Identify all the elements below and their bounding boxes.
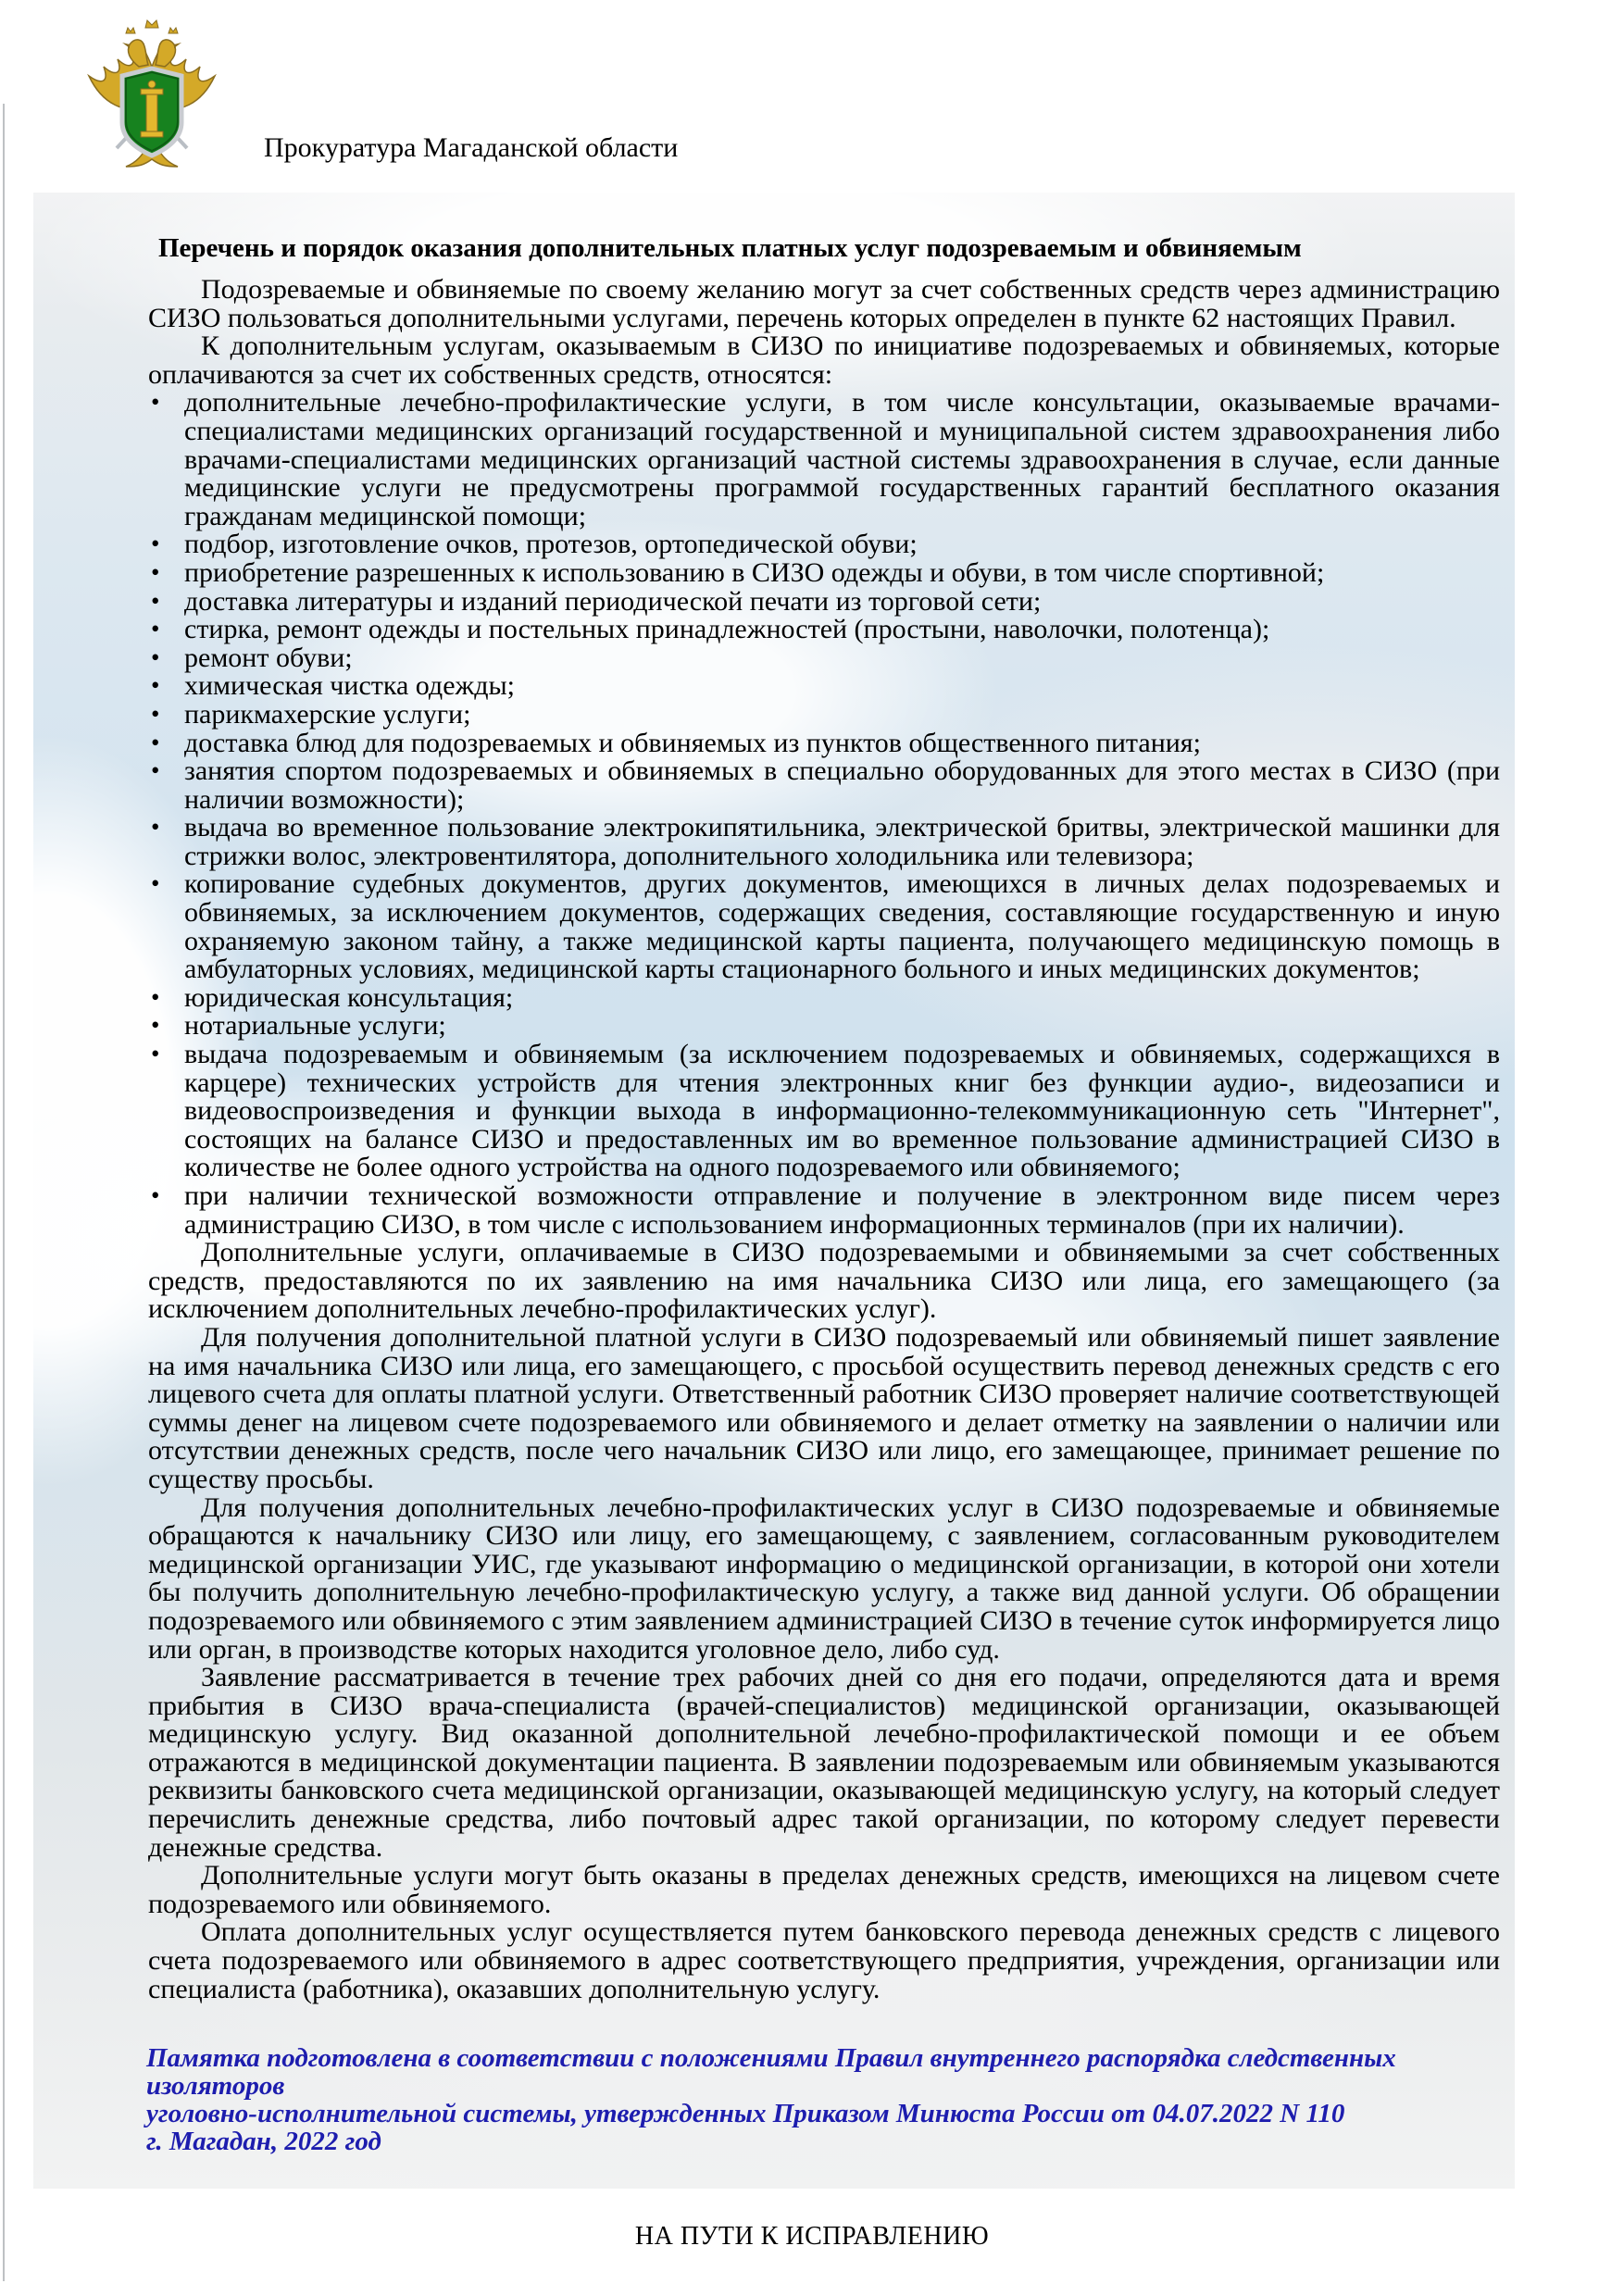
org-name: Прокуратура Магаданской области [264,132,679,163]
footnote-line: г. Магадан, 2022 год [146,2127,381,2156]
page-title: Перечень и порядок оказания дополнительных платных услуг подозреваемым и обвиняемым [158,233,1302,263]
service-list-item: • ремонт обуви; [148,644,1500,673]
body-paragraph: Для получения дополнительной платной услуги в СИЗО подозреваемый или обвиняемый пишет заявление на имя начальника СИЗО или лица, его замещающего, с просьбой осуществить перевод денежных средств с его лицевого счета для оплаты платной услуги. Ответственный работник СИЗО проверяет наличие соответствующей суммы денег на лицевом счете подозреваемого или обвиняемого и делает отметку на заявлении о наличии или отсутствии денежных средств, после чего начальник СИЗО или лицо, его замещающее, принимает решение по существу просьбы. [148,1321,1500,1494]
footer-slogan: НА ПУТИ К ИСПРАВЛЕНИЮ [634,2222,990,2251]
intro-paragraphs [148,276,1500,389]
body-paragraphs [148,1239,1500,2003]
service-list-item: • дополнительные лечебно-профилактические услуги, в том числе консультации, оказываемые врачами-специалистами медицинских организаций государственной и муниципальной систем здравоохранения либо врачами-специалистами медицинских организаций частной системы здравоохранения в случае, если данные медицинские услуги не предусмотрены программой государственных гарантий бесплатного оказания гражданам медицинской помощи; [148,389,1500,530]
service-list-item: • приобретение разрешенных к использованию в СИЗО одежды и обуви, в том числе спортивной; [148,559,1500,588]
service-list-item: • при наличии технической возможности отправление и получение в электронном виде писем через администрацию СИЗО, в том числе с использованием информационных терминалов (при их наличии). [148,1182,1500,1239]
body-paragraph: Дополнительные услуги, оплачиваемые в СИЗО подозреваемыми и обвиняемыми за счет собственных средств, предоставляются по их заявлению на имя начальника СИЗО или лица, его замещающего (за исключением дополнительных лечебно-профилактических услуг). [148,1237,1500,1325]
service-list-item: • подбор, изготовление очков, протезов, ортопедической обуви; [148,530,1500,559]
body-paragraph: Дополнительные услуги могут быть оказаны в пределах денежных средств, имеющихся на лицевом счете подозреваемого или обвиняемого. [148,1860,1500,1919]
body-paragraph: Заявление рассматривается в течение трех рабочих дней со дня его подачи, определяются дата и время прибытия в СИЗО врача-специалиста (врачей-специалистов) медицинской организации, оказывающей медицинскую услугу. Вид оказанной дополнительной лечебно-профилактической помощи и ее объем отражаются в медицинской документации пациента. В заявлении подозреваемым или обвиняемым указываются реквизиты банковского счета медицинской организации, оказывающей медицинскую услугу, на который следует перечислить денежные средства, либо почтовый адрес такой организации, по которому следует перевести денежные средства. [148,1662,1500,1863]
service-list-item: • парикмахерские услуги; [148,701,1500,730]
intro-paragraph: К дополнительным услугам, оказываемым в СИЗО по инициативе подозреваемых и обвиняемых, которые оплачиваются за счет их собственных средств, относятся: [148,331,1500,390]
footnote-line: Памятка подготовлена в соответствии с положениями Правил внутреннего распорядка следственных изоляторов [146,2043,1396,2101]
service-list-item: • занятия спортом подозреваемых и обвиняемых в специально оборудованных для этого местах в СИЗО (при наличии возможности); [148,757,1500,814]
body-paragraph: Оплата дополнительных услуг осуществляется путем банковского перевода денежных средств с лицевого счета подозреваемого или обвиняемого в адрес соответствующего предприятия, учреждения, организации или специалиста (работника), оказавших дополнительную услугу. [148,1916,1500,2004]
document-body [148,276,1500,2003]
service-list-item: • доставка литературы и изданий периодической печати из торговой сети; [148,588,1500,617]
intro-paragraph: Подозреваемые и обвиняемые по своему желанию могут за счет собственных средств через администрацию СИЗО пользоваться дополнительными услугами, перечень которых определен в пункте 62 настоящих Правил. [148,274,1500,333]
service-list-item: • выдача подозреваемым и обвиняемым (за исключением подозреваемых и обвиняемых, содержащихся в карцере) технических устройств для чтения электронных книг без функции аудио-, видеозаписи и видеовоспроизведения и функции выхода в информационно-телекоммуникационную сеть "Интернет", состоящих на балансе СИЗО и предоставленных им во временное пользование администрацией СИЗО в количестве не более одного устройства на одного подозреваемого или обвиняемого; [148,1041,1500,1182]
body-paragraph: Для получения дополнительных лечебно-профилактических услуг в СИЗО подозреваемые и обвиняемые обращаются к начальнику СИЗО или лицу, его замещающему, с заявлением, согласованным руководителем медицинской организации УИС, где указывают информацию о медицинской организации, в которой они хотели бы получить дополнительную лечебно-профилактическую услугу, а также вид данной услуги. Об обращении подозреваемого или обвиняемого с этим заявлением администрацией СИЗО в течение суток информируется лицо или орган, в производстве которых находится уголовное дело, либо суд. [148,1491,1500,1665]
service-list-item: • нотариальные услуги; [148,1012,1500,1041]
page-edge-line [3,104,5,2281]
source-footnote [146,2044,1517,2155]
footnote-line: уголовно-исполнительной системы, утвержденных Приказом Минюста России от 04.07.2022 N 110 [146,2099,1345,2128]
service-list-item: • юридическая консультация; [148,984,1500,1013]
prosecutor-eagle-emblem-icon [81,19,222,174]
service-list-item: • стирка, ремонт одежды и постельных принадлежностей (простыни, наволочки, полотенца); [148,616,1500,644]
service-list-item: • химическая чистка одежды; [148,672,1500,701]
service-list-item: • выдача во временное пользование электрокипятильника, электрической бритвы, электрической машинки для стрижки волос, электровентилятора, дополнительного холодильника или телевизора; [148,814,1500,870]
service-list-item: • копирование судебных документов, других документов, имеющихся в личных делах подозреваемых и обвиняемых, за исключением документов, содержащих сведения, составляющие государственную и иную охраняемую законом тайну, а также медицинской карты пациента, получающего медицинскую помощь в амбулаторных условиях, медицинской карты стационарного больного и иных медицинских документов; [148,870,1500,983]
paid-services-list [148,389,1500,1239]
service-list-item: • доставка блюд для подозреваемых и обвиняемых из пунктов общественного питания; [148,730,1500,758]
